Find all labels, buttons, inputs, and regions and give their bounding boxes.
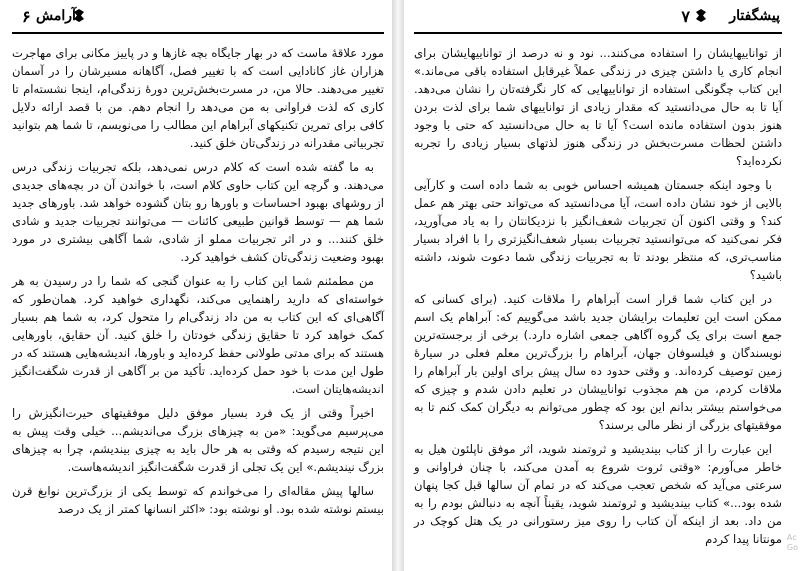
paragraph: این عبارت را از کتاب بیندیشید و ثروتمند شوید، اثر موفق ناپلئون هیل به خاطر می‌آورم: «وقتی ثروت شروع به آمدن می‌کند، با چنان فراوانی و سرعتی می‌آید که شخص تعجب می‌کند که در تمام آن سالها قبل کجا پنهان شده بود...» کتاب بیندیشید و ثروتمند شوید، یقیناً آنچه به دنبالش بودم را به من داد. بعد از اینکه آن کتاب را روی میز رستورانی در یک هتل کوچک در مونتانا پیدا کردم: [414, 442, 782, 546]
ornament-icon: [696, 9, 706, 22]
paragraph: به ما گفته شده است که کلام درس نمی‌دهد، بلکه تجربیات زندگی درس می‌دهند. و گرچه این کتاب حاوی کلام است، با خواندن آن در بچه‌های جدیدی از روشهای بهبود احساسات و باورها رو بتان گشوده خواهد شد. باورهای جدید شما هم — توسط قوانین طبیعی کائنات — می‌توانند تجربیات جدید و شادی خلق کنند... و در اثر تجربیات مملو از شادی، شما آگاهی بیشتری در مورد بهبود وضعیت زندگی‌تان کشف خواهید کرد.: [12, 160, 384, 264]
paragraph: من مطمئنم شما این کتاب را به عنوان گنجی که شما را در رسیدن به هر خواسته‌ای که دارید راهنمایی می‌کند، نگهداری خواهید کرد. همان‌طور که آگاهی‌ای که این کتاب به من داد زندگی‌ام را متحول کرد، به شما هم بسیار کمک خواهد کرد تا حقایق زندگی خودتان را خلق کنید. آن حقایق، باورهایی هستند که برای مدتی طولانی حفظ کرده‌اید و باورها، اندیشه‌هایی هستند که در طول این مدت با خود حمل کرده‌اید. تأکید من بر آگاهی از قدرت شگفت‌انگیز اندیشه‌هایتان است.: [12, 274, 384, 396]
book-gutter: [392, 0, 404, 571]
left-page-title: آرامش: [36, 8, 76, 24]
right-page-number: ۷: [681, 7, 690, 26]
right-page-header: [414, 6, 782, 34]
paragraph: سالها پیش مقاله‌ای را می‌خواندم که توسط یکی از بزرگ‌ترین نوابغ قرن بیستم نوشته شده بود. او نوشته بود: «اکثر انسانها کمتر از یک درصد: [12, 484, 384, 516]
paragraph: با وجود اینکه جسمتان همیشه احساس خوبی به شما داده است و کارآیی بالایی از خود نشان داده است، آیا می‌دانستید که می‌تواند حتی بهتر هم عمل کند؟ و وقتی اکنون آن تجربیات شعف‌انگیز با نزدیکانتان را به یاد می‌آورید، فکر نمی‌کنید که می‌توانستید تجربیات بسیار شعف‌انگیزتری را با افراد بسیار مناسب‌تری، که منتظر بودند تا به تجربیات زندگی شما دعوت شوند، داشته باشید؟: [414, 178, 782, 282]
left-page-body: [12, 44, 384, 518]
left-page-header: [12, 6, 384, 34]
left-page-number: ۶: [22, 7, 31, 26]
watermark-line: Ac: [786, 533, 797, 542]
paragraph: مورد علاقهٔ ماست که در بهار جایگاه بچه غازها و در پاییز مکانی برای مهاجرت هزاران غاز کانادایی است که با تغییر فصل، آگاهانه مسیرشان را در آسمان تغییر می‌دهند. حالا من، در مسرت‌بخش‌ترین دورهٔ زندگی‌ام، اینجا نشسته‌ام تا کاری که لذت فراوانی به من می‌دهد را انجام دهم. من با قصد ارائه دلایل کافی برای تمرین تکنیکهای آبراهام این مطالب را می‌نویسم، تا شما هم بتوانید تجربیاتی مقدرانه در زندگی‌تان خلق کنید.: [12, 46, 384, 150]
activation-watermark: [787, 533, 798, 553]
right-page-body: [414, 44, 782, 548]
left-page: [0, 0, 392, 571]
paragraph: اخیراً وقتی از یک فرد بسیار موفق دلیل موفقیتهای حیرت‌انگیزش را می‌پرسیم می‌گوید: «من به چیزهای بزرگ می‌اندیشم... خیلی وقت پیش به این نتیجه رسیدم که وقتی به هر حال باید به چیزی بیندیشم، چرا به چیزهای بزرگ نیندیشم.» این یک تجلی از قدرت شگفت‌انگیز اندیشه‌هاست.: [12, 406, 384, 474]
watermark-line: Go: [786, 543, 798, 552]
right-page-title: پیشگفتار: [729, 8, 780, 24]
right-page: [404, 0, 800, 571]
paragraph: از تواناییهایشان را استفاده می‌کنند... نود و نه درصد از تواناییهایشان برای انجام کاری یا داشتن چیزی در زندگی عملاً غیرقابل استفاده باقی می‌ماند.» این کتاب چگونگی استفاده از تواناییهایی که کار نگرفته‌تان را نشان می‌دهد. آیا تا به حال می‌دانستید که مقدار زیادی از تواناییهای شما برای لذت بردن هنوز بدون استفاده مانده است؟ آیا تا به حال می‌دانستید که حتی با وجود داشتن لحظات مسرت‌بخش در زندگی هنوز لذتهای بسیار زیادی را تجربه نکرده‌اید؟: [414, 46, 782, 168]
paragraph: در این کتاب شما قرار است آبراهام را ملاقات کنید. (برای کسانی که ممکن است این تعلیمات برایشان جدید باشد می‌گوییم که: آبراهام یک اسم جمع است برای یک گروه آگاهی جمعی اشاره دارد.) برخی از برجسته‌ترین نویسندگان و فیلسوفان جهان، آبراهام را بزرگ‌ترین معلم فعلی در سیارهٔ زمین توصیف کرده‌اند. و وقتی حدود ده سال پیش برای اولین بار آبراهام را ملاقات کردم، من هم مجذوب تواناییشان در تعلیم دادن شدم و چیزی که می‌خواستم بیشتر بدانم این بود که چطور می‌توانم به دیگران کمک کنم تا به موفقیتهای بزرگی از نظر مالی برسند؟: [414, 292, 782, 432]
